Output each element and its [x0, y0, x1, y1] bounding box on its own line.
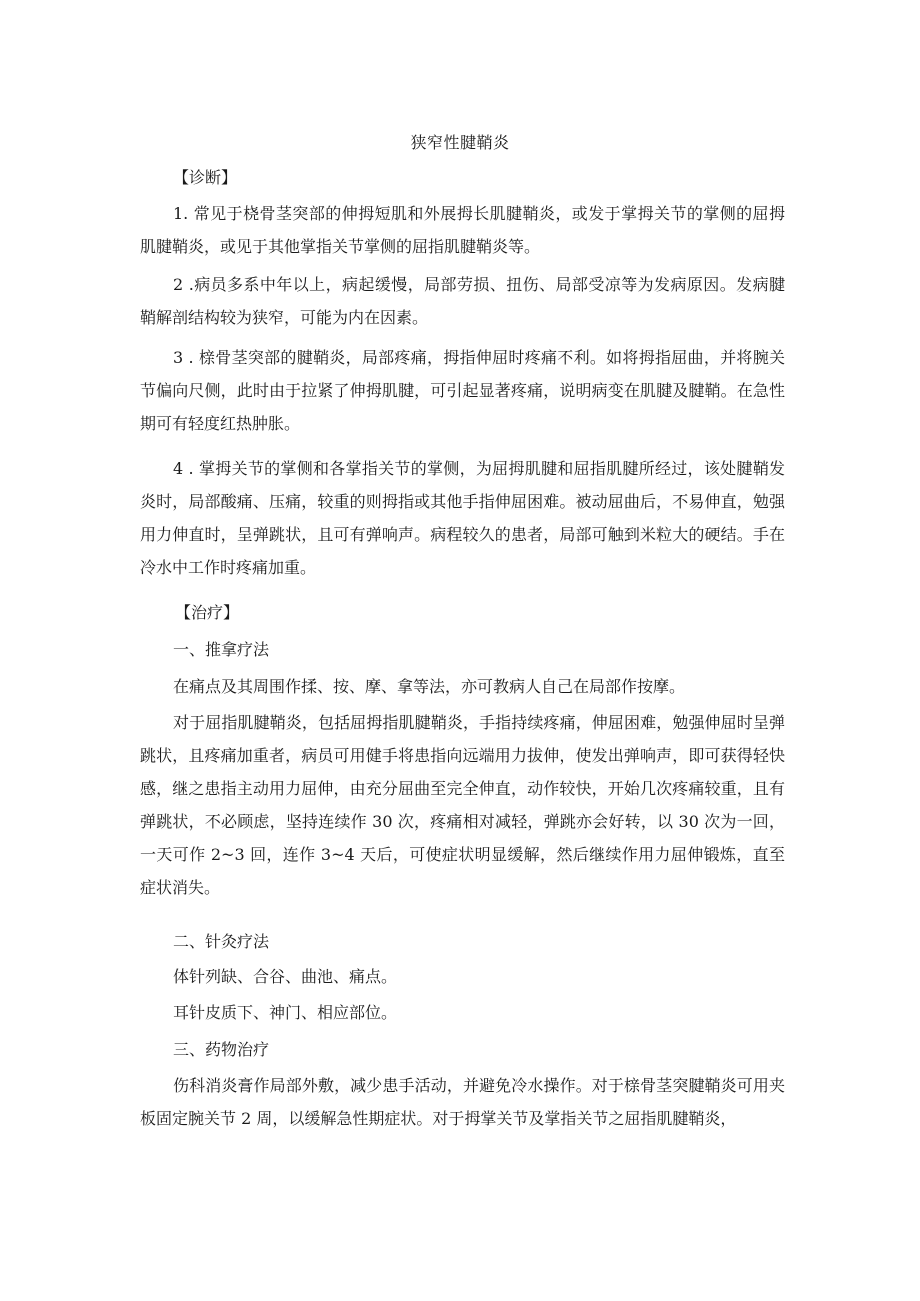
medicine-paragraph-1: 伤科消炎膏作局部外敷，减少患手活动，并避免冷水操作。对于榇骨茎突腱鞘炎可用夹板固定腕关节 2 周，以缓解急性期症状。对于拇掌关节及掌指关节之屈指肌腱鞘炎，: [140, 1076, 785, 1128]
treatment-heading: 【治疗】: [175, 603, 240, 622]
massage-paragraph-1: 在痛点及其周围作揉、按、摩、拿等法，亦可教病人自己在局部作按摩。: [173, 677, 686, 696]
massage-paragraph-2: 对于屈指肌腱鞘炎，包括屈拇指肌腱鞘炎，手指持续疼痛，伸屈困难，勉强伸屈时呈弹跳状，且疼痛加重者，病员可用健手将患指向远端用力拔伸，使发出弹响声，即可获得轻快感，继之患指主动用力屈伸，由充分屈曲至完全伸直，动作较快，开始几次疼痛较重，且有弹跳状，不必顾虑，坚持连续作 30 次，疼痛相对减轻，弹跳亦会好转，以 30 次为一回，一天可作 2~3 回，连作 3~4 天后，可使症状明显缓解，然后继续作用力屈伸锻炼，直至症状消失。: [140, 713, 785, 897]
acupuncture-body: 体针列缺、合谷、曲池、痛点。: [173, 967, 398, 986]
diagnosis-item-4: 4 . 掌拇关节的掌侧和各掌指关节的掌侧，为屈拇肌腱和屈指肌腱所经过，该处腱鞘发炎时，局部酸痛、压痛，较重的则拇指或其他手指伸屈困难。被动屈曲后，不易伸直，勉强用力伸直时，呈弹跳状，且可有弹响声。病程较久的患者，局部可触到米粒大的硬结。手在冷水中工作时疼痛加重。: [140, 459, 785, 577]
acupuncture-heading: 二、针灸疗法: [173, 932, 270, 951]
acupuncture-ear: 耳针皮质下、神门、相应部位。: [173, 1003, 398, 1022]
medicine-heading: 三、药物治疗: [173, 1040, 270, 1059]
massage-heading: 一、推拿疗法: [173, 640, 270, 659]
diagnosis-item-1: 1. 常见于桡骨茎突部的伸拇短肌和外展拇长肌腱鞘炎，或发于掌拇关节的掌侧的屈拇肌腱鞘炎，或见于其他掌指关节掌侧的屈指肌腱鞘炎等。: [140, 204, 785, 256]
diagnosis-heading: 【诊断】: [173, 168, 238, 187]
page-title: 狭窄性腱鞘炎: [410, 133, 510, 152]
diagnosis-item-3: 3 . 榇骨茎突部的腱鞘炎，局部疼痛，拇指伸屈时疼痛不利。如将拇指屈曲，并将腕关节偏向尺侧，此时由于拉紧了伸拇肌腱，可引起显著疼痛，说明病变在肌腱及腱鞘。在急性期可有轻度红热肿胀。: [140, 348, 785, 433]
diagnosis-item-2: 2 .病员多系中年以上，病起缓慢，局部劳损、扭伤、局部受凉等为发病原因。发病腱鞘解剖结构较为狭窄，可能为内在因素。: [140, 275, 785, 327]
